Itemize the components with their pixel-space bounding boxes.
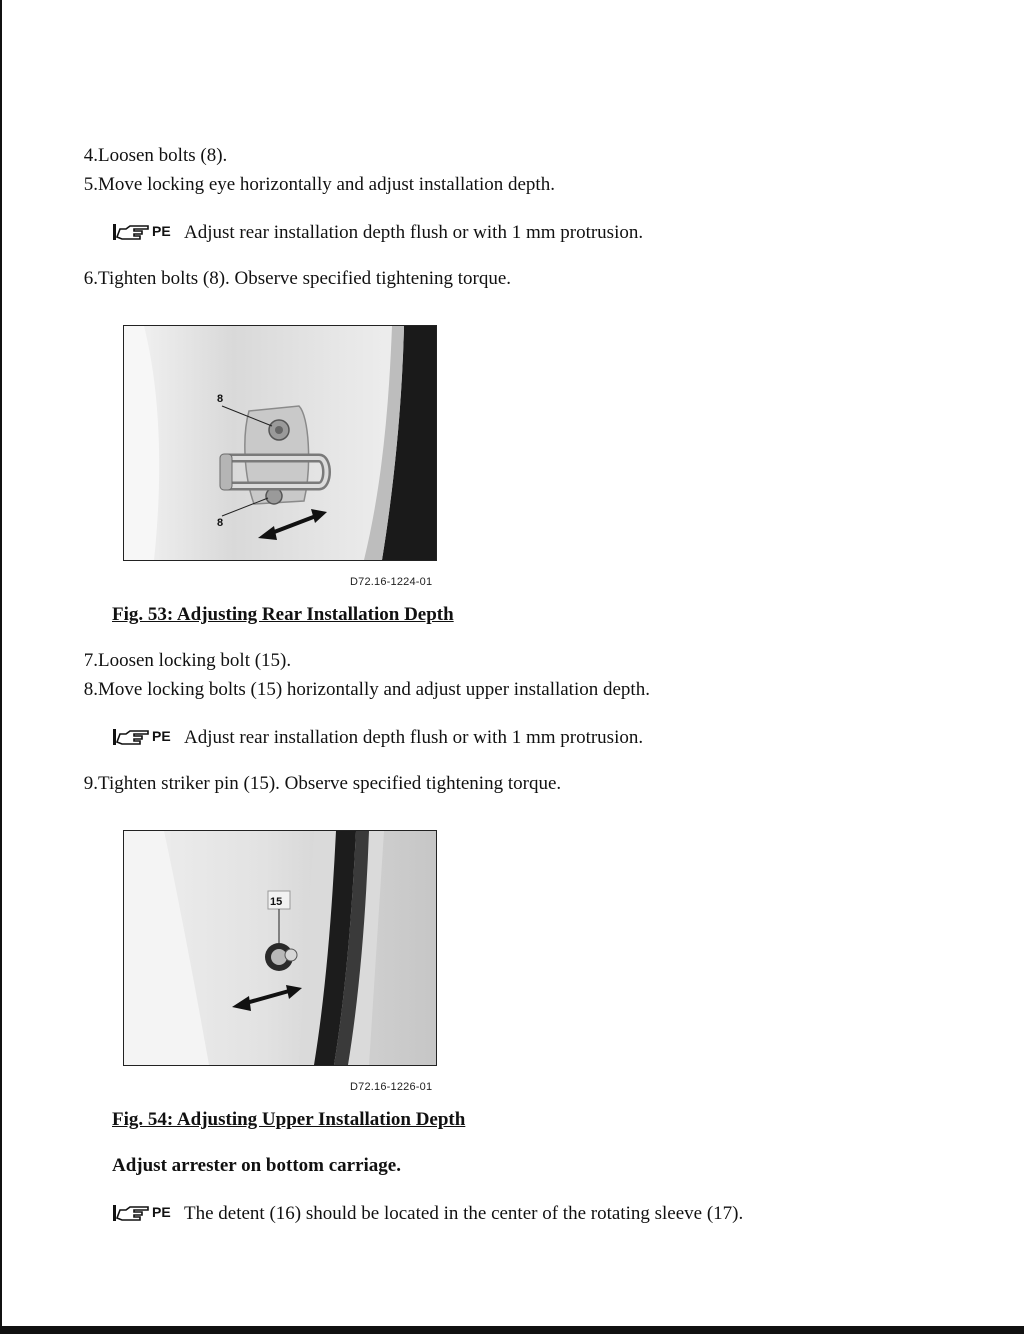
step-number: 5. xyxy=(83,174,98,195)
svg-text:8: 8 xyxy=(217,517,224,529)
figure-54-image xyxy=(123,830,437,1066)
note-text: The detent (16) should be located in the center of the rotating sleeve (17). xyxy=(184,1203,744,1224)
pointing-hand-pe-icon xyxy=(112,726,178,748)
svg-text:8: 8 xyxy=(217,393,224,405)
svg-text:PE: PE xyxy=(152,728,171,744)
step-number: 6. xyxy=(83,268,98,289)
step-text: Move locking eye horizontally and adjust installation depth. xyxy=(98,174,555,195)
note-text: Adjust rear installation depth flush or with 1 mm protrusion. xyxy=(184,727,644,748)
pointing-hand-pe-icon xyxy=(112,1202,178,1224)
page-edge-bottom xyxy=(0,1326,1024,1334)
figure-53-caption: Fig. 53: Adjusting Rear Installation Depth xyxy=(112,604,454,625)
step-number: 9. xyxy=(83,773,98,794)
pointing-hand-pe-icon xyxy=(112,221,178,243)
step-number: 8. xyxy=(83,679,98,700)
step-text: Move locking bolts (15) horizontally and adjust upper installation depth. xyxy=(98,679,650,700)
note-rear-depth xyxy=(112,221,643,245)
note-detent xyxy=(112,1202,743,1226)
figure-53-image xyxy=(123,325,437,561)
page-edge-left xyxy=(0,0,2,1334)
svg-text:PE: PE xyxy=(152,1204,171,1220)
step-text: Loosen bolts (8). xyxy=(98,145,228,166)
step-number: 4. xyxy=(83,145,98,166)
note-text: Adjust rear installation depth flush or with 1 mm protrusion. xyxy=(184,222,644,243)
figure-54-code: D72.16-1226-01 xyxy=(350,1081,433,1093)
svg-text:PE: PE xyxy=(152,223,171,239)
step-text: Tighten striker pin (15). Observe specified tightening torque. xyxy=(98,773,562,794)
svg-text:15: 15 xyxy=(270,896,283,908)
step-number: 7. xyxy=(83,650,98,671)
figure-53-code: D72.16-1224-01 xyxy=(350,576,433,588)
step-text: Tighten bolts (8). Observe specified tightening torque. xyxy=(98,268,512,289)
figure-54-caption: Fig. 54: Adjusting Upper Installation Depth xyxy=(112,1109,466,1130)
note-rear-depth-2 xyxy=(112,726,643,750)
arrester-heading: Adjust arrester on bottom carriage. xyxy=(112,1155,401,1176)
step-text: Loosen locking bolt (15). xyxy=(98,650,292,671)
